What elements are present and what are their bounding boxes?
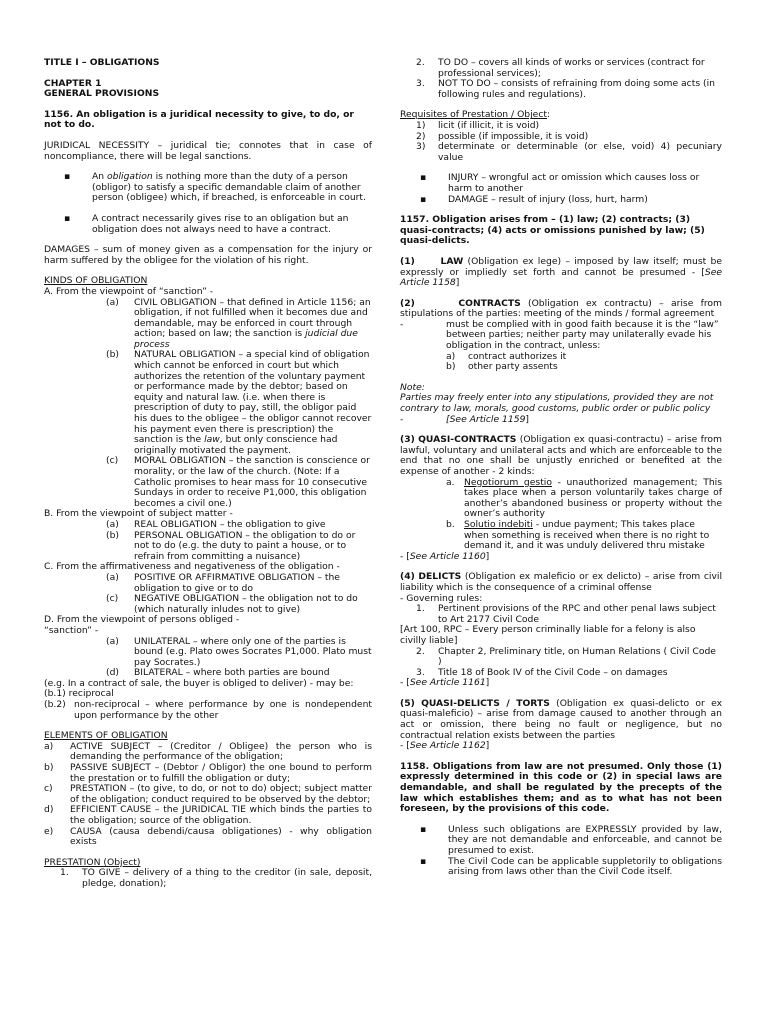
solutio-indebiti: b. Solutio indebiti - undue payment; This takes place when something is received when there is no right to demand it, and it was unduly delivered thru mistake [446,518,710,552]
prestation-not-to-do: 3. NOT TO DO – consists of refraining from doing some acts (in following rules and regulations). [416,78,715,100]
sale-example: (e.g. In a contract of sale, the buyer is obliged to deliver) - may be: [44,677,354,689]
art-100-rpc: [Art 100, RPC – Every person criminally liable for a felony is also civilly liable] [400,624,696,646]
kinds-heading: KINDS OF OBLIGATION [44,275,148,287]
bullet-unless: ▪ Unless such obligations are EXPRESSLY provided by law, they are not demandable and enforceable, and cannot be presumed to exist. [420,823,722,856]
elements-heading: ELEMENTS OF OBLIGATION [44,730,168,742]
requisite-determinate: 3) determinate or determinable (or else, void) 4) pecuniary value [416,141,722,163]
contracts-compliance: - must be complied with in good faith because it is the “law” between parties; neither party may unilaterally evade his obligation in the contract, unless: [400,318,719,352]
other-party-assents: b) other party assents [446,361,558,373]
quasi-contracts-reference: - [See Article 1160] [400,550,490,562]
kind-b-heading: B. From the viewpoint of subject matter - [44,508,233,520]
bullet-marker: ▪ [420,172,427,184]
source-delicts: (4) DELICTS (Obligation ex maleficio or ex delicto) – arise from civil liability which is the consequence of a criminal offense [400,571,723,593]
article-1156: 1156. An obligation is a juridical necessity to give, to do, or not to do. [44,108,354,131]
prestation-to-give: 1. TO GIVE – delivery of a thing to the creditor (in sale, deposit, pledge, donation); [60,867,372,889]
source-contracts: (2) CONTRACTS (Obligation ex contractu) – arise from stipulations of the parties: meeting of the minds / formal agreement [400,297,722,320]
delicts-reference: - [See Article 1161] [400,677,490,689]
kind-a-civil: (a) CIVIL OBLIGATION – that defined in Article 1156; an obligation, if not fulfilled when it becomes due and demandable, may be enforced in court through action; based on law; the sanction is judicial due process [106,296,371,350]
kind-d-sanction: “sanction” - [44,624,99,636]
contract-authorizes: a) contract authorizes it [446,350,567,362]
note-label: Note: [400,381,425,393]
bullet-marker: ▪ [420,823,427,835]
left-column [44,58,372,890]
right-column [400,58,722,878]
source-quasi-contracts: (3) QUASI-CONTRACTS (Obligation ex quasi-contractu) – arise from lawful, voluntary and unilateral acts and which are enforceable to the end that no one shall be unjustly enriched or benefited at the expense of another - 2 kinds: [400,434,722,477]
article-1157: 1157. Obligation arises from – (1) law; (2) contracts; (3) quasi-contracts; (4) acts or omissions punished by law; (5) quasi-delicts. [400,214,705,247]
kind-b-personal: (b) PERSONAL OBLIGATION – the obligation to do or not to do (e.g. the duty to paint a house, or to refrain from committing a nuisance) [106,529,356,562]
rule-human-relations: 2. Chapter 2, Preliminary title, on Human Relations ( Civil Code ) [416,645,716,668]
rule-damages: 3. Title 18 of Book IV of the Civil Code – on damages [416,666,668,678]
bullet-marker: - [400,318,404,330]
kind-c-positive: (a) POSITIVE OR AFFIRMATIVE OBLIGATION – the obligation to give or to do [106,571,340,594]
juridical-necessity-definition: JURIDICAL NECESSITY – juridical tie; connotes that in case of noncompliance, there will be legal sanctions. [44,139,372,162]
bullet-marker: ▪ [420,855,427,867]
quasi-delicts-reference: - [See Article 1162] [400,740,490,752]
requisite-licit: 1) licit (if illicit, it is void) [416,119,540,131]
negotiorum-gestio: a. Negotiorum gestio - unauthorized management; This takes place when a person voluntarily takes charge of another’s abandoned business or property without the owner’s authority [446,476,722,520]
bullet-marker: ▪ [420,193,427,205]
note-reference: - [See Article 1159] [400,413,530,425]
kind-a-moral: (c) MORAL OBLIGATION – the sanction is conscience or morality, or the law of the church. (Note: If a Catholic promises to hear mass for 10 consecutive Sundays in order to receive P1,000, this obligation becomes a civil one.) [106,455,370,509]
bullet-damage: ▪ DAMAGE – result of injury (loss, hurt, harm) [420,193,648,205]
source-law: (1) LAW (Obligation ex lege) – imposed by law itself; must be expressly or impliedly set forth and cannot be presumed - [See Article 1158] [400,255,722,289]
governing-rules: - Governing rules: [400,592,483,604]
kind-d-bilateral: (d) BILATERAL – where both parties are bound [106,667,330,679]
kind-c-negative: (c) NEGATIVE OBLIGATION – the obligation not to do (which naturally inludes not to give) [106,593,358,615]
bullet-obligation: ▪ An obligation is nothing more than the duty of a person (obligor) to satisfy a specific demandable claim of another person (obligee) which, if breached, is enforceable in court. [64,171,366,204]
prestation-to-do: 2. TO DO – covers all kinds of works or services (contract for professional services); [416,57,705,79]
element-active-subject: a) ACTIVE SUBJECT – (Creditor / Obligee) the person who is demanding the performance of the obligation; [44,740,372,763]
kind-a-heading: A. From the viewpoint of “sanction” - [44,285,214,297]
title-heading: TITLE I – OBLIGATIONS [44,57,160,68]
prestation-heading: PRESTATION (Object) [44,856,141,868]
bullet-injury: ▪ INJURY – wrongful act or omission which causes loss or harm to another [420,172,700,194]
requisites-heading: Requisites of Prestation / Object: [400,109,551,121]
kind-b-real: (a) REAL OBLIGATION – the obligation to give [106,518,326,530]
non-reciprocal: (b.2) non-reciprocal – where performance by one is nondependent upon performance by the other [44,699,372,721]
bullet-marker: ▪ [64,171,71,183]
bullet-marker: ▪ [64,212,71,224]
element-passive-subject: b) PASSIVE SUBJECT – (Debtor / Obligor) the one bound to perform the prestation or to fulfill the obligation or duty; [44,762,372,784]
note-text: Parties may freely enter into any stipulations, provided they are not contrary to law, morals, good customs, public order or public policy [400,392,714,415]
kind-d-heading: D. From the viewpoint of persons obliged - [44,614,240,626]
kind-a-natural: (b) NATURAL OBLIGATION – a special kind of obligation which cannot be enforced in court but which authorizes the retention of the voluntary payment or performance made by the debtor; based on equity and natural law. (i.e. when there is prescription of duty to pay, still, the obligor paid his dues to the obligee – the obligor cannot recover his payment even there is prescription) the sanction is the law, but only conscience had originally motivated the payment. [106,349,372,456]
damages-definition: DAMAGES – sum of money given as a compensation for the injury or harm suffered by the obligee for the violation of his right. [44,244,372,266]
article-1158: 1158. Obligations from law are not presumed. Only those (1) expressly determined in this code or (2) in special laws are demandable, and shall be regulated by the precepts of the law which establishes them; and as to what has not been foreseen, by the provisions of this code. [400,760,722,815]
source-quasi-delicts: (5) QUASI-DELICTS / TORTS (Obligation ex quasi-delicto or ex quasi-maleficio) – arise from damage caused to another through an act or omission, there being no fault or negligence, but no contractual relation exists between the parties [400,697,723,741]
bullet-contract: ▪ A contract necessarily gives rise to an obligation but an obligation does not always need to have a contract. [64,212,349,235]
reciprocal: (b.1) reciprocal [44,688,114,700]
element-prestation: c) PRESTATION – (to give, to do, or not to do) object; subject matter of the obligation; conduct required to be observed by the debtor; [44,783,372,805]
kind-c-heading: C. From the affirmativeness and negativeness of the obligation - [44,561,340,573]
chapter-name: GENERAL PROVISIONS [44,88,160,100]
rule-rpc: 1. Pertinent provisions of the RPC and other penal laws subject to Art 2177 Civil Code [416,603,716,625]
requisite-possible: 2) possible (if impossible, it is void) [416,130,589,142]
kind-d-unilateral: (a) UNILATERAL – where only one of the parties is bound (e.g. Plato owes Socrates P1,000. Plato must pay Socrates.) [106,635,372,668]
element-causa: e) CAUSA (causa debendi/causa obligationes) - why obligation exists [44,825,372,848]
element-efficient-cause: d) EFFICIENT CAUSE – the JURIDICAL TIE which binds the parties to the obligation; source of the obligation. [44,804,372,826]
chapter-label: CHAPTER 1 [44,77,102,89]
bullet-civil-code: ▪ The Civil Code can be applicable suppletorily to obligations arising from laws other than the Civil Code itself. [420,855,722,878]
